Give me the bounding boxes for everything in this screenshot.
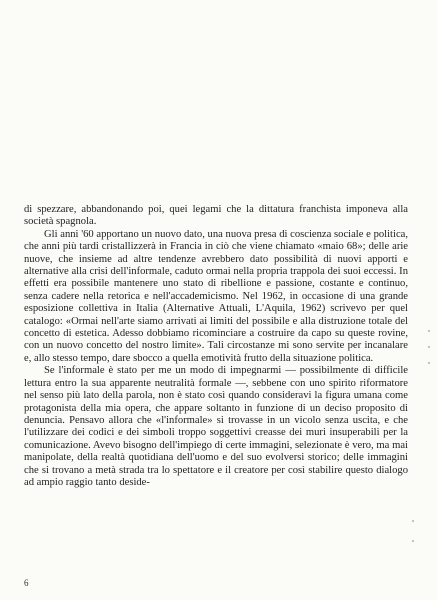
page-number: 6	[24, 578, 29, 588]
scan-speck	[428, 346, 430, 348]
body-text	[24, 204, 408, 489]
scan-speck	[428, 362, 430, 364]
scan-speck	[428, 330, 430, 332]
scan-speck	[412, 540, 414, 542]
scan-speck	[412, 520, 414, 522]
paragraph-3: Se l'informale è stato per me un modo di impegnarmi — possibilmente di difficile lettura entro la sua apparente neutralità formale —, sebbene con uno spirito riformatore nel senso più lato della parola, non è stato così quando consideravi la figura umana come protagonista della mia opera, che appare soltanto in funzione di un deciso proposito di denuncia. Pensavo allora che «l'informale» si trovasse in un vicolo senza uscita, e che l'utilizzare dei codici e dei simboli troppo soggettivi creasse dei muri insuperabili per la comunicazione. Avevo bisogno dell'impiego di certe immagini, selezionate è vero, ma mai manipolate, della realtà quotidiana dell'uomo e del suo evolversi storico; delle immagini che si trovano a metà strada tra lo spettatore e il creatore per così stabilire questo dialogo ad ampio raggio tanto deside-	[24, 365, 408, 488]
paragraph-2: Gli anni '60 apportano un nuovo dato, una nuova presa di coscienza sociale e politica, che anni più tardi cristallizzerà in Francia in ciò che viene chiamato «maio 68»; delle arie nuove, che insieme ad altre tendenze avrebbero dato possibilità di nuovi apporti e alternative alla crisi dell'informale, caduto ormai nella propria trappola dei suoi eccessi. In effetti era possibile mantenere uno stato di ribellione e passione, costante e continuo, senza cadere nella retorica e nell'accademicismo. Nel 1962, in occasione di una grande esposizione collettiva in Italia (Alternative Attuali, L'Aquila, 1962) scrivevo per quel catalogo: «Ormai nell'arte siamo arrivati ai limiti del possibile e alla distruzione totale del concetto di estetica. Adesso dobbiamo ricominciare a costruire da capo su queste rovine, con un nuovo concetto del nostro limite». Tali circostanze mi sono servite per incanalare e, allo stesso tempo, dare sbocco a quella emotività frutto della situazione politica.	[24, 228, 408, 364]
paragraph-1: di spezzare, abbandonando poi, quei legami che la dittatura franchista imponeva alla società spagnola.	[24, 204, 408, 228]
